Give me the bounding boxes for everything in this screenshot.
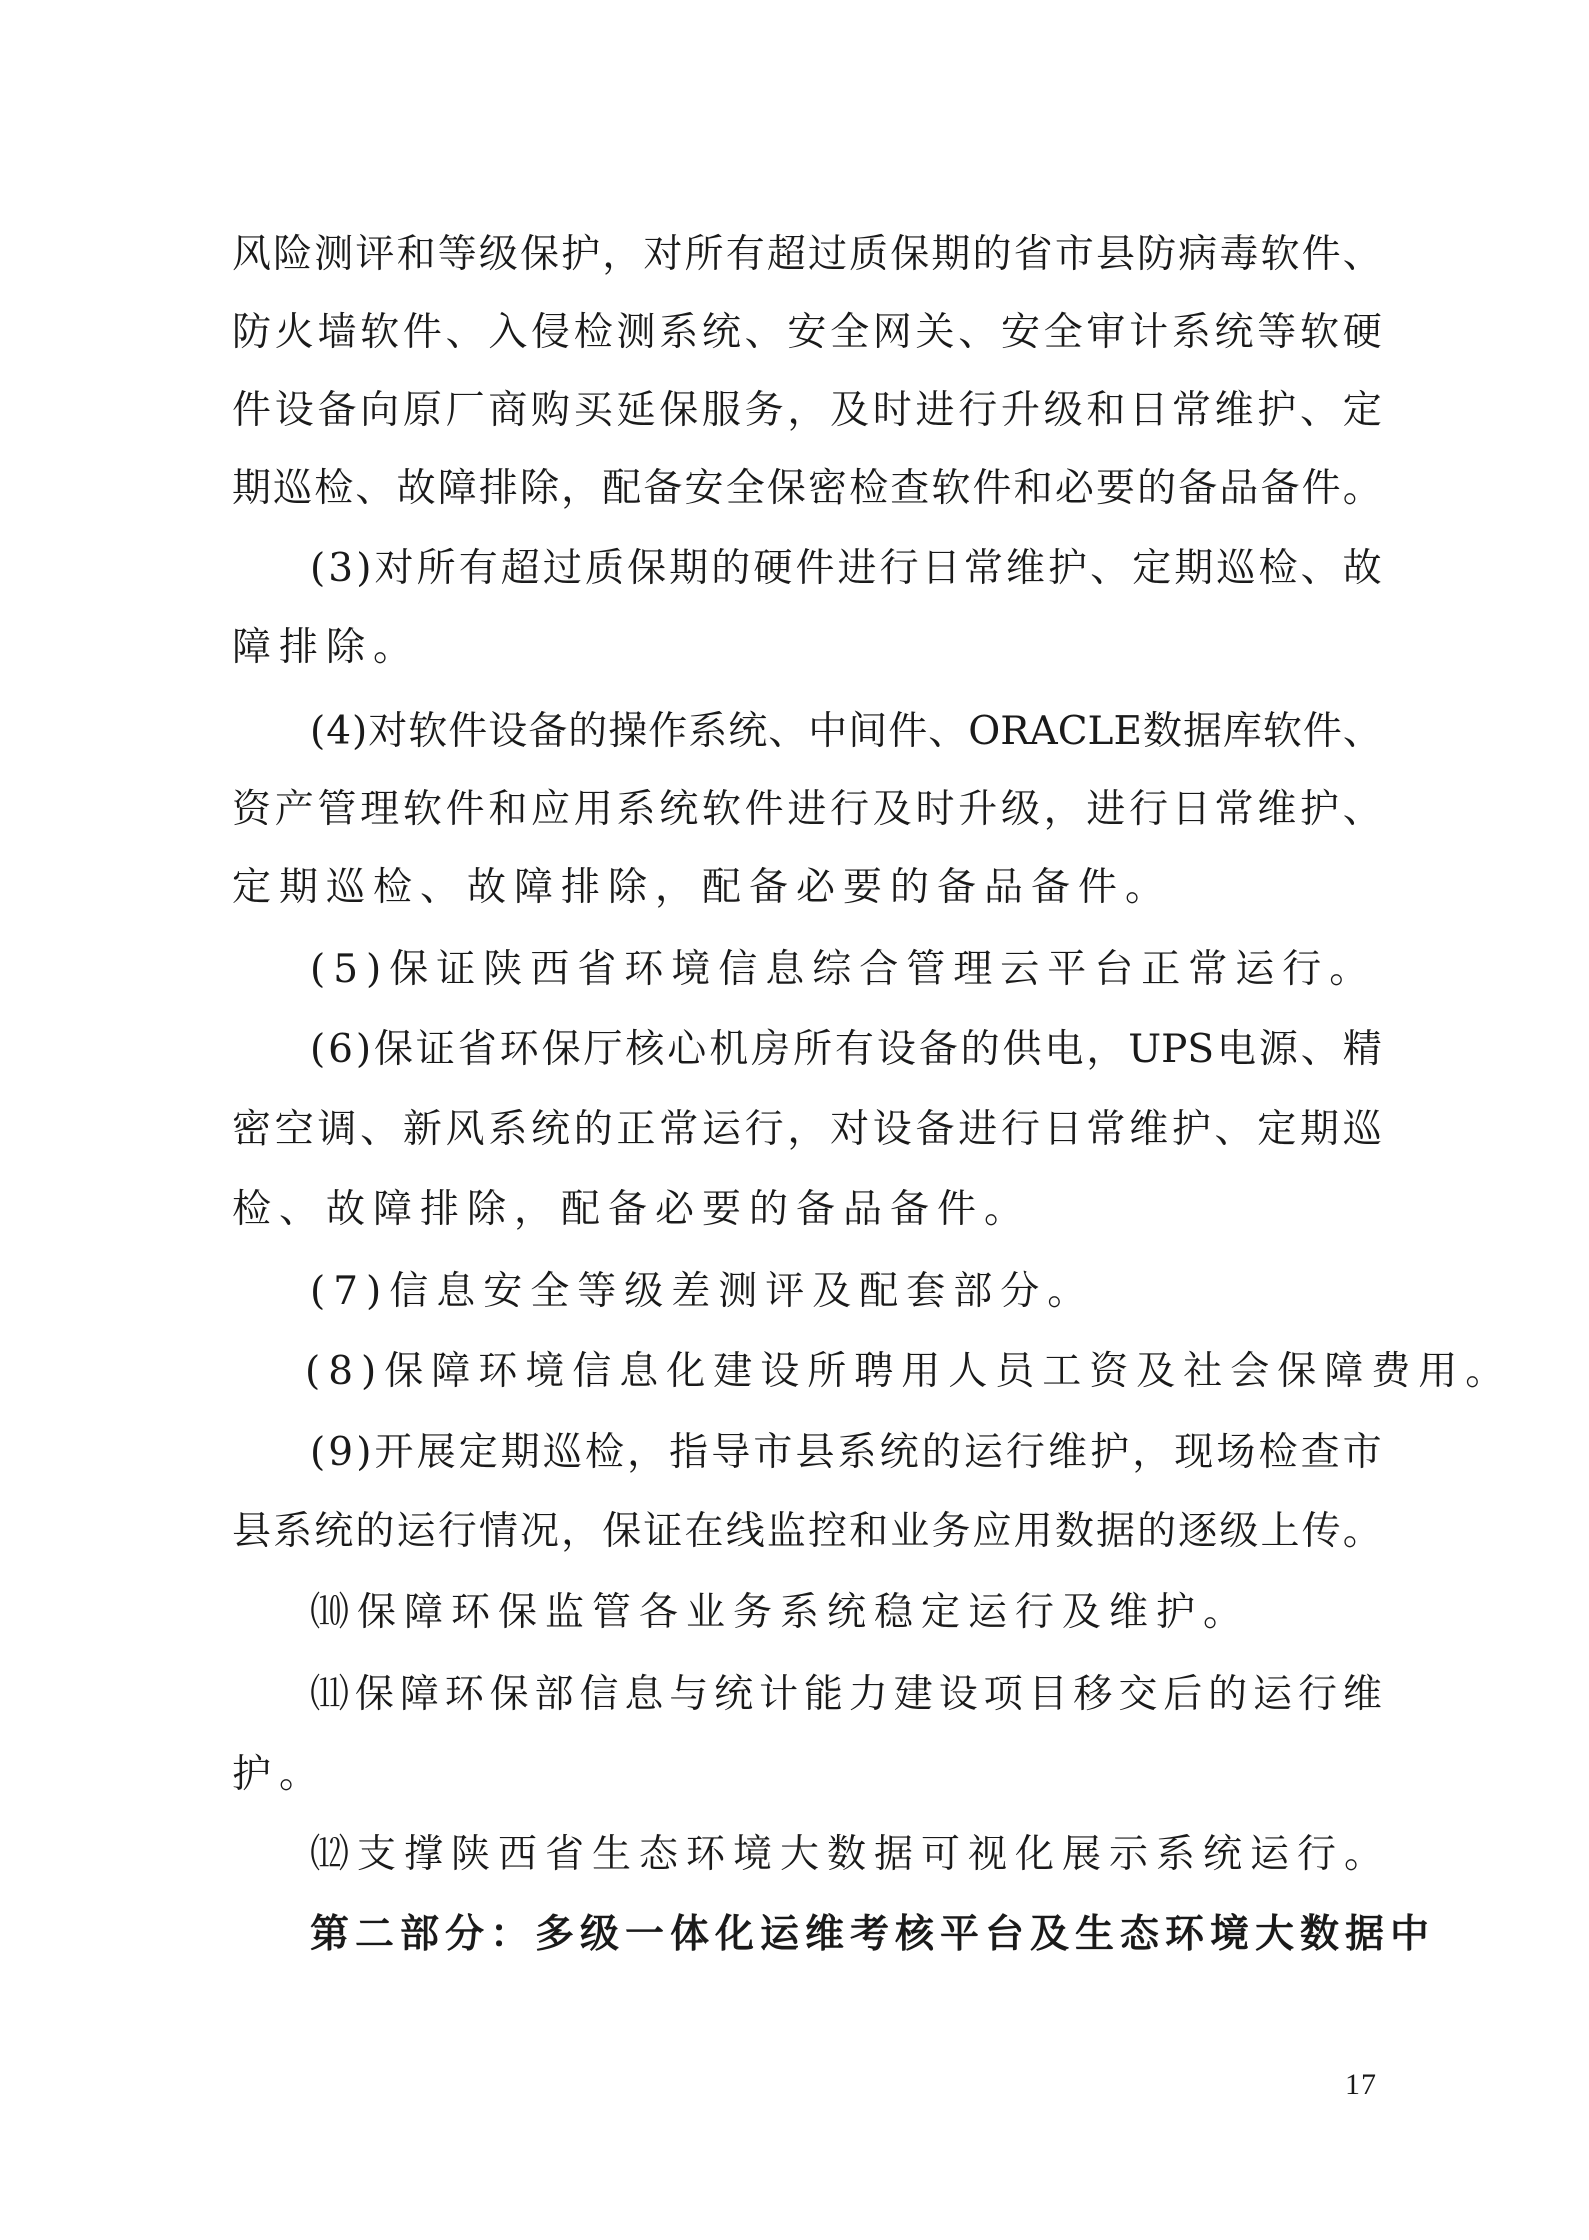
- body-line: 件 设 备 向 原 厂 商 购 买 延 保 服 务 ， 及 时 进 行 升 级 和 日 常 维 护 、 定: [232, 388, 1382, 433]
- body-line: 资 产 管 理 软 件 和 应 用 系 统 软 件 进 行 及 时 升 级 ， 进 行 日 常 维 护 、: [232, 787, 1382, 832]
- list-item-7: (7)信息安全等级差测评及配套部分。: [310, 1269, 1095, 1314]
- section-heading: 第二部分：多级一体化运维考核平台及生态环境大数据中: [310, 1912, 1436, 1957]
- body-line: 检、故障排除，配备必要的备品备件。: [232, 1187, 1032, 1232]
- body-line: 定期巡检、故障排除，配备必要的备品备件。: [232, 865, 1173, 910]
- list-item-9: ( 9 ) 开 展 定 期 巡 检 ， 指 导 市 县 系 统 的 运 行 维 护 ， 现 场 检 查 市: [310, 1430, 1382, 1475]
- body-line: 风 险 测 评 和 等 级 保 护 ， 对 所 有 超 过 质 保 期 的 省 市 县 防 病 毒 软 件 、: [232, 232, 1382, 277]
- page-number: 17: [1345, 2068, 1377, 2101]
- list-item-6: ( 6 ) 保 证 省 环 保 厅 核 心 机 房 所 有 设 备 的 供 电 ， UPS 电 源 、 精: [310, 1027, 1382, 1072]
- list-item-8: (8)保障环境信息化建设所聘用人员工资及社会保障费用。: [305, 1349, 1513, 1394]
- list-item-11: ⑾ 保 障 环 保 部 信 息 与 统 计 能 力 建 设 项 目 移 交 后 的 运 行 维: [310, 1672, 1382, 1717]
- body-line: 障排除。: [232, 625, 421, 670]
- body-line: 县 系 统 的 运 行 情 况 ， 保 证 在 线 监 控 和 业 务 应 用 数 据 的 逐 级 上 传 。: [232, 1509, 1382, 1554]
- list-item-4: ( 4 ) 对 软 件 设 备 的 操 作 系 统 、 中 间 件 、 ORACLE 数 据 库 软 件 、: [310, 709, 1382, 754]
- list-item-3: ( 3 ) 对 所 有 超 过 质 保 期 的 硬 件 进 行 日 常 维 护 、 定 期 巡 检 、 故: [310, 546, 1382, 591]
- list-item-10: ⑽保障环保监管各业务系统稳定运行及维护。: [310, 1590, 1251, 1635]
- list-item-5: (5)保证陕西省环境信息综合管理云平台正常运行。: [310, 947, 1377, 992]
- body-line: 防 火 墙 软 件 、 入 侵 检 测 系 统 、 安 全 网 关 、 安 全 审 计 系 统 等 软 硬: [232, 310, 1382, 355]
- body-line: 期 巡 检 、 故 障 排 除 ， 配 备 安 全 保 密 检 查 软 件 和 必 要 的 备 品 备 件 。: [232, 466, 1382, 511]
- body-line: 密 空 调 、 新 风 系 统 的 正 常 运 行 ， 对 设 备 进 行 日 常 维 护 、 定 期 巡: [232, 1107, 1382, 1152]
- body-line: 护。: [232, 1752, 327, 1797]
- list-item-12: ⑿支撑陕西省生态环境大数据可视化展示系统运行。: [310, 1832, 1392, 1877]
